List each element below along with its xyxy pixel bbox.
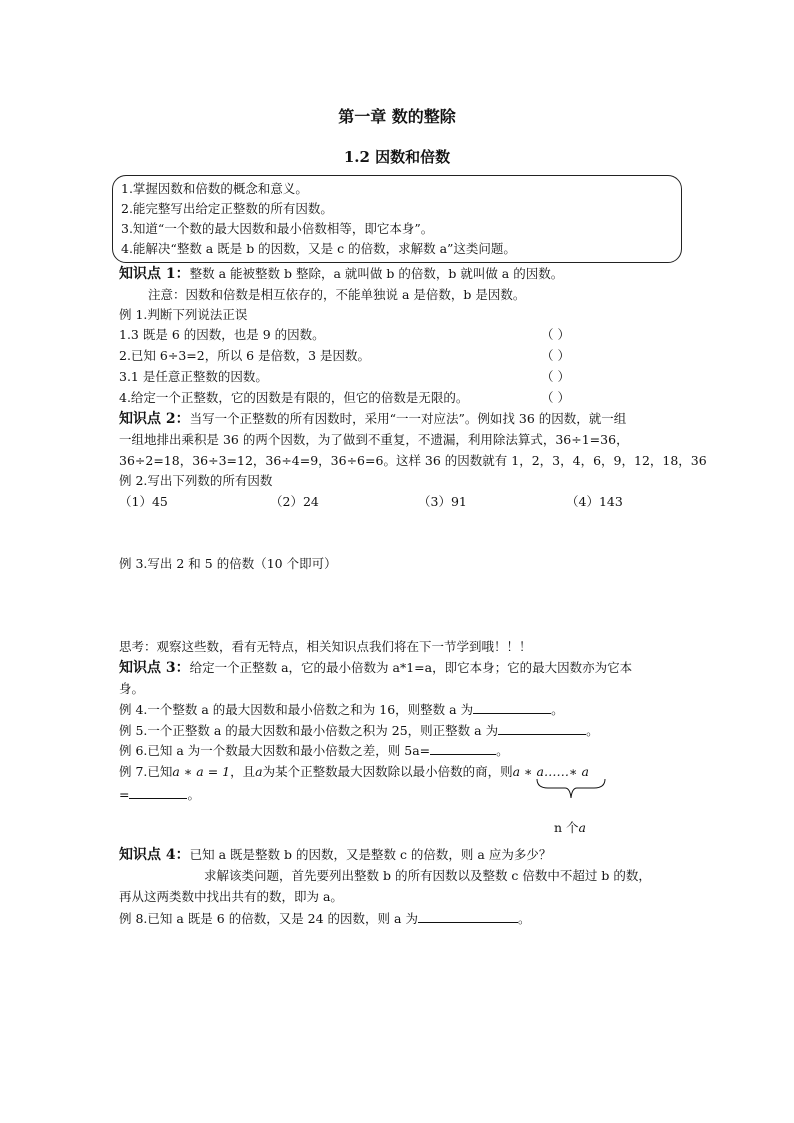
section-title: 1.2 因数和倍数: [343, 148, 451, 166]
underbrace-icon: [536, 778, 606, 800]
chapter-title: 第一章 数的整除: [338, 107, 456, 126]
goal-item: 3.知道“一个数的最大因数和最小倍数相等，即它本身”。: [121, 221, 434, 236]
kp4-line3: 再从这两类数中找出共有的数，即为 a。: [119, 889, 343, 904]
ex7-n-var: 𝑎: [578, 820, 586, 835]
ex7-n-label: [554, 819, 586, 837]
ex1-item: 1.3 既是 6 的因数，也是 9 的因数。: [119, 327, 325, 342]
ex6-text: 例 6.已知 a 为一个数最大因数和最小倍数之差，则 5a=: [119, 743, 431, 758]
answer-blank[interactable]: [498, 722, 586, 735]
ex2-item: （4）143: [566, 494, 623, 509]
ex4-text: 例 4.一个整数 a 的最大因数和最小倍数之和为 16，则整数 a 为: [119, 702, 474, 717]
ex5-end: 。: [586, 723, 599, 738]
ex1-item: 2.已知 6÷3=2，所以 6 是倍数，3 是因数。: [119, 348, 371, 363]
learning-goals-box: [112, 175, 682, 263]
think-note: 思考：观察这些数，看有无特点，相关知识点我们将在下一节学到哦！！！: [119, 639, 532, 654]
answer-blank[interactable]: [129, 786, 187, 799]
goal-item: 4.能解决“整数 a 既是 b 的因数，又是 c 的倍数，求解数 a”这类问题。: [121, 241, 516, 256]
kp4-line1: 已知 a 既是整数 b 的因数，又是整数 c 的倍数，则 a 应为多少？: [189, 847, 552, 862]
ex2-item: （3）91: [418, 494, 467, 509]
kp1-note: 注意：因数和倍数是相互依存的，不能单独说 a 是倍数，b 是因数。: [148, 287, 526, 302]
answer-blank[interactable]: [430, 742, 496, 755]
ex7-line1: [119, 763, 589, 781]
answer-paren: （ ）: [541, 369, 570, 384]
kp2-label: 知识点 2：: [119, 411, 190, 427]
answer-paren: （ ）: [541, 327, 570, 342]
ex6-end: 。: [496, 743, 509, 758]
kp4-line: [119, 846, 551, 864]
ex4-end: 。: [551, 702, 564, 717]
goal-item: 1.掌握因数和倍数的概念和意义。: [121, 181, 308, 196]
ex8-line: [119, 910, 530, 928]
kp4-label: 知识点 4：: [119, 847, 190, 863]
ex1-item: 3.1 是任意正整数的因数。: [119, 369, 268, 384]
kp1-text: 整数 a 能被整数 b 整除，a 就叫做 b 的倍数，b 就叫做 a 的因数。: [189, 266, 564, 281]
ex7-text: 例 7.已知: [119, 764, 173, 779]
ex8-text: 例 8.已知 a 既是 6 的倍数，又是 24 的因数，则 a 为: [119, 911, 418, 926]
kp1-line: [119, 265, 563, 283]
kp3-label: 知识点 3：: [119, 660, 190, 676]
answer-paren: （ ）: [541, 390, 570, 405]
ex7-n-prefix: n 个: [554, 820, 579, 835]
ex7-math: 𝑎: [255, 764, 263, 779]
ex7-line2: [119, 786, 200, 804]
goal-item: 2.能完整写出给定正整数的所有因数。: [121, 201, 333, 216]
ex7-text: 为某个正整数最大因数除以最小倍数的商，则: [262, 764, 513, 779]
ex1-item: 4.给定一个正整数，它的因数是有限的，但它的倍数是无限的。: [119, 390, 469, 405]
ex5-text: 例 5.一个正整数 a 的最大因数和最小倍数之积为 25，则正整数 a 为: [119, 723, 499, 738]
kp2-line: [119, 410, 626, 428]
kp2-line1: 当写一个正整数的所有因数时，采用“一一对应法”。例如找 36 的因数，就一组: [189, 411, 627, 426]
ex2-title: 例 2.写出下列数的所有因数: [119, 473, 273, 488]
ex2-item: （1）45: [119, 494, 168, 509]
ex1-title: 例 1.判断下列说法正误: [119, 307, 248, 322]
answer-paren: （ ）: [541, 348, 570, 363]
ex6-line: [119, 742, 509, 760]
kp3-line2: 身。: [119, 681, 145, 696]
answer-blank[interactable]: [473, 701, 551, 714]
ex5-line: [119, 722, 599, 740]
kp2-line3: 36÷2=18，36÷3=12，36÷4=9，36÷6=6。这样 36 的因数就有 1，2，3，4，6，9，12，18，36: [119, 453, 707, 468]
kp3-line: [119, 659, 632, 677]
kp4-line2: 求解该类问题，首先要列出整数 b 的所有因数以及整数 c 倍数中不超过 b 的数，: [204, 868, 651, 883]
ex2-item: （2）24: [270, 494, 319, 509]
ex7-end: 。: [187, 787, 200, 802]
ex8-end: 。: [517, 911, 531, 926]
ex4-line: [119, 701, 564, 719]
ex3-title: 例 3.写出 2 和 5 的倍数（10 个即可）: [119, 556, 337, 571]
kp1-label: 知识点 1：: [119, 266, 190, 282]
answer-blank[interactable]: [418, 910, 518, 923]
ex7-math: 𝑎 ∗ 𝑎 = 1: [172, 764, 231, 779]
kp3-line1: 给定一个正整数 a，它的最小倍数为 a*1=a，即它本身；它的最大因数亦为它本: [189, 660, 633, 675]
ex7-equals: =: [119, 787, 130, 802]
ex7-math: 𝑎 ∗ 𝑎……∗ 𝑎: [512, 764, 589, 779]
kp2-line2: 一组地排出乘积是 36 的两个因数，为了做到不重复，不遗漏，利用除法算式，36÷1=36，: [119, 432, 629, 447]
ex7-text: ，且: [230, 764, 256, 779]
